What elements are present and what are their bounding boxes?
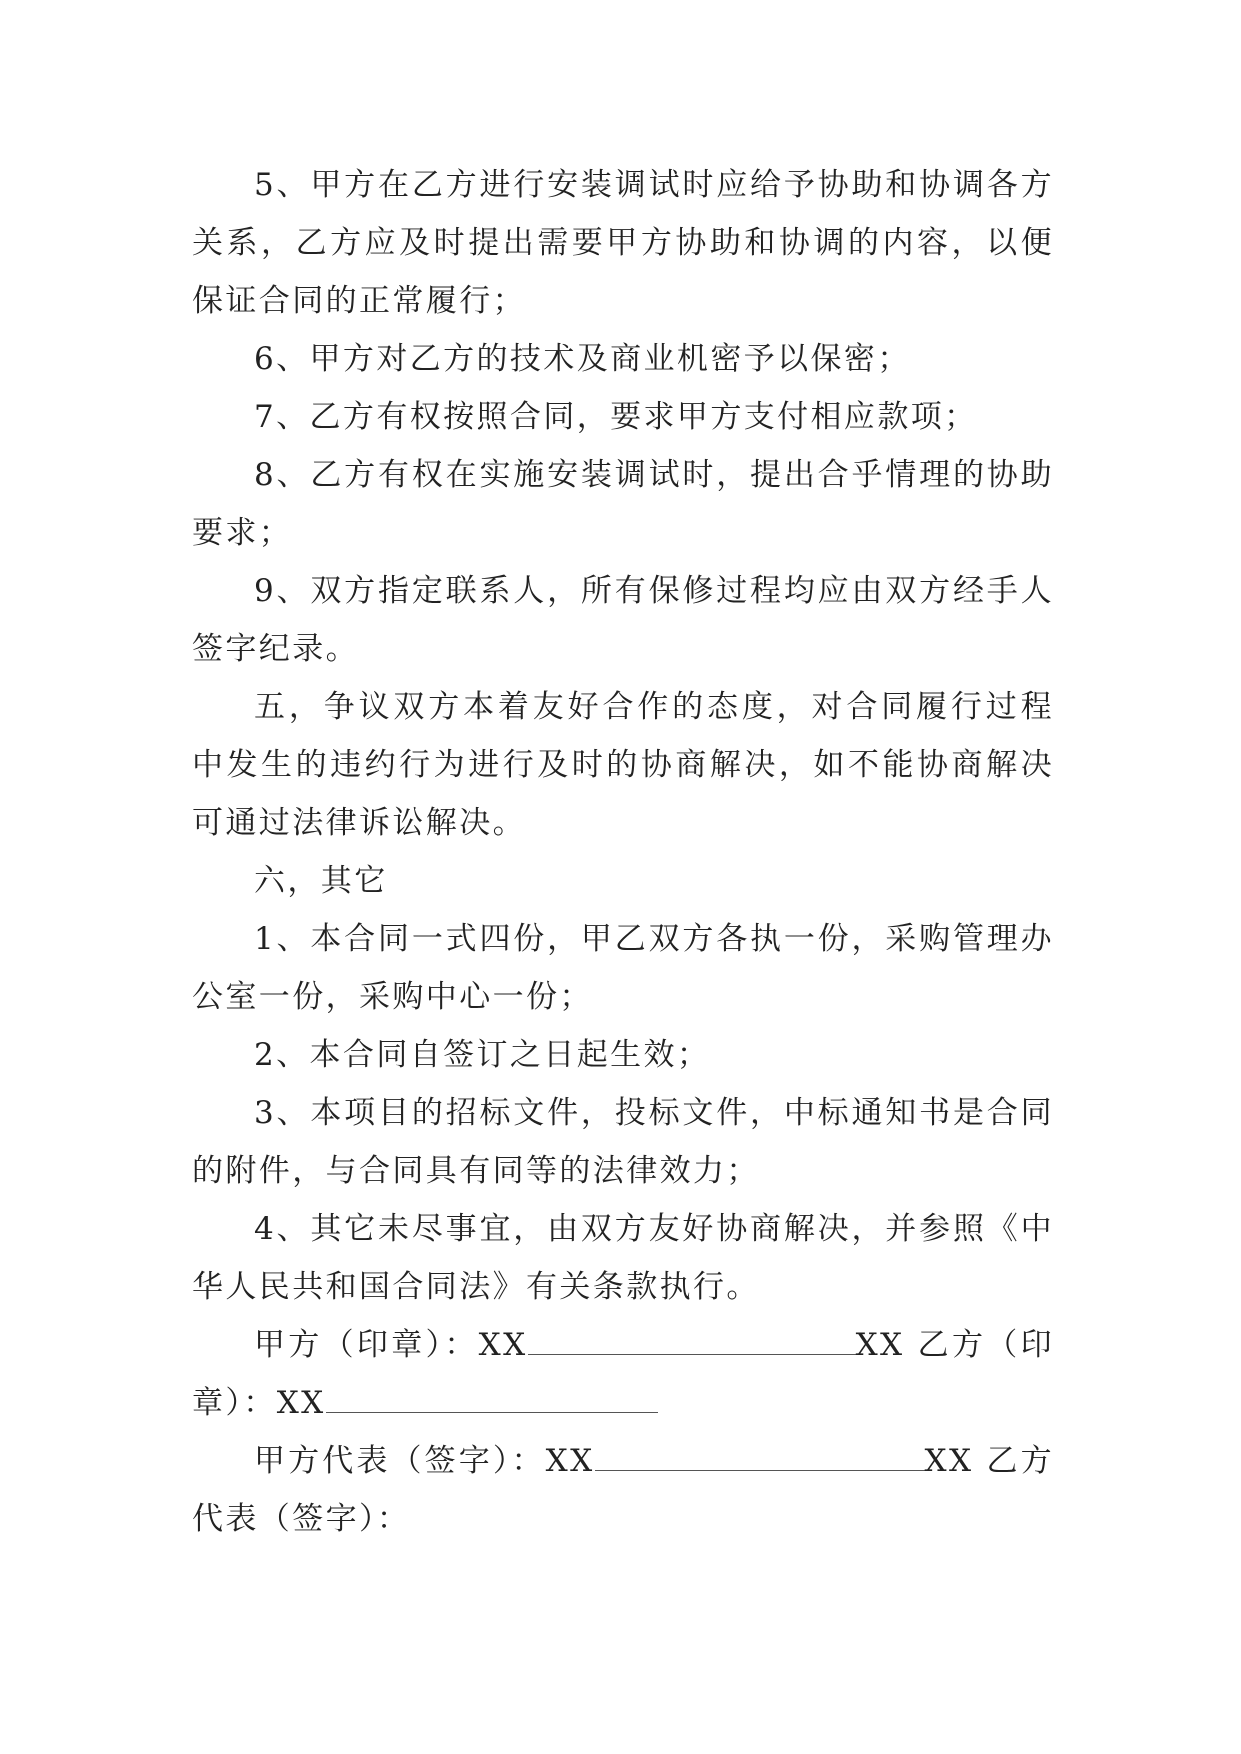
party-a-seal-blank[interactable] — [528, 1324, 856, 1355]
seal-signature-line — [192, 1316, 1054, 1432]
party-a-seal-label: 甲方（印章）：XX — [254, 1327, 528, 1363]
representative-signature-line — [192, 1432, 1054, 1548]
clause-9: 9、双方指定联系人，所有保修过程均应由双方经手人签字纪录。 — [192, 573, 1054, 667]
clause-6: 6、甲方对乙方的技术及商业机密予以保密； — [254, 341, 911, 377]
party-a-rep-blank[interactable] — [595, 1440, 925, 1471]
section-5-dispute: 五，争议双方本着友好合作的态度，对合同履行过程中发生的违约行为进行及时的协商解决，如不能协商解决可通过法律诉讼解决。 — [192, 689, 1054, 841]
party-b-seal-blank[interactable] — [326, 1382, 658, 1413]
clause-8: 8、乙方有权在实施安装调试时，提出合乎情理的协助要求； — [192, 457, 1054, 551]
party-a-rep-label: 甲方代表（签字）：XX — [254, 1443, 595, 1479]
other-clause-2: 2、本合同自签订之日起生效； — [254, 1037, 711, 1073]
party-b-seal-label: XX 乙方（印章）：XX — [192, 1327, 1054, 1421]
other-clause-1: 1、本合同一式四份，甲乙双方各执一份，采购管理办公室一份，采购中心一份； — [192, 921, 1054, 1015]
other-clause-4: 4、其它未尽事宜，由双方友好协商解决，并参照《中华人民共和国合同法》有关条款执行。 — [192, 1211, 1054, 1305]
document-body — [192, 156, 1054, 1548]
clause-5: 5、甲方在乙方进行安装调试时应给予协助和协调各方关系，乙方应及时提出需要甲方协助和协调的内容，以便保证合同的正常履行； — [192, 167, 1054, 319]
section-6-heading: 六，其它 — [254, 863, 388, 899]
clause-7: 7、乙方有权按照合同，要求甲方支付相应款项； — [254, 399, 978, 435]
party-b-rep-label: XX 乙方代表（签字）： — [192, 1443, 1054, 1537]
other-clause-3: 3、本项目的招标文件，投标文件，中标通知书是合同的附件，与合同具有同等的法律效力； — [192, 1095, 1054, 1189]
